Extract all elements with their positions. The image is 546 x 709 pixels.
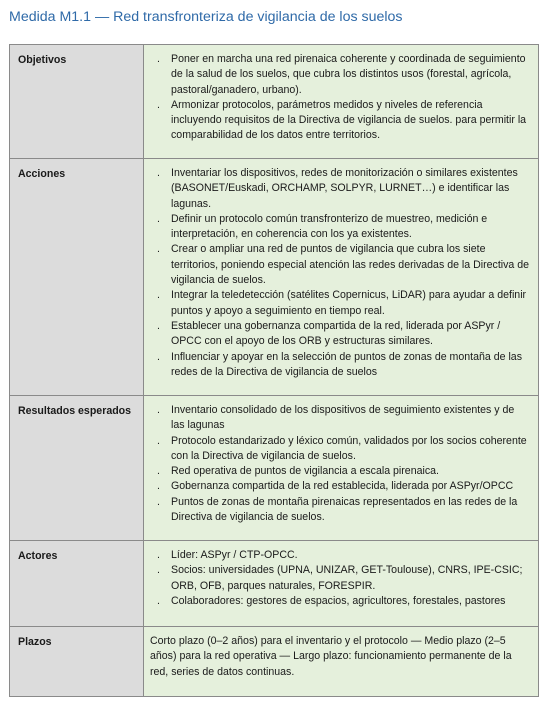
- measure-title: Medida M1.1 — Red transfronteriza de vigilancia de los suelos: [9, 9, 403, 25]
- list-item: . Protocolo estandarizado y léxico común, validados por los socios coherente con la Directiva de vigilancia de suelos.: [150, 434, 530, 465]
- list-item: . Líder: ASPyr / CTP-OPCC.: [150, 548, 530, 563]
- row-acciones: [10, 159, 539, 396]
- row-content: [144, 627, 539, 697]
- row-objetivos: [10, 45, 539, 159]
- list-item: . Inventariar los dispositivos, redes de monitorización o similares existentes (BASONET/Euskadi, ORCHAMP, SOLPYR, LURNET…) e identificar las lagunas.: [150, 166, 530, 212]
- row-label: Actores: [10, 541, 144, 627]
- row-actores: [10, 541, 539, 627]
- row-plazos: [10, 627, 539, 697]
- list-item: . Inventario consolidado de los dispositivos de seguimiento existentes y de las lagunas: [150, 403, 530, 434]
- list-item: . Colaboradores: gestores de espacios, agricultores, forestales, pastores: [150, 594, 530, 609]
- row-content: [144, 45, 539, 159]
- list-item: . Gobernanza compartida de la red establecida, liderada por ASPyr/OPCC: [150, 479, 530, 494]
- row-content: [144, 541, 539, 627]
- row-label: Acciones: [10, 159, 144, 396]
- list-item: . Socios: universidades (UPNA, UNIZAR, GET-Toulouse), CNRS, IPE-CSIC; ORB, OFB, parques naturales, FORESPIR.: [150, 563, 530, 594]
- row-resultados: [10, 396, 539, 541]
- list-item: . Establecer una gobernanza compartida de la red, liderada por ASPyr / OPCC con el apoyo de los ORB y estructuras similares.: [150, 319, 530, 350]
- list-item: . Armonizar protocolos, parámetros medidos y niveles de referencia incluyendo requisitos de la Directiva de vigilancia de suelos. para permitir la comparabilidad de los datos entre territorios.: [150, 98, 530, 144]
- row-content: [144, 159, 539, 396]
- measure-table: [9, 44, 539, 697]
- list-item: . Influenciar y apoyar en la selección de puntos de zonas de montaña de las redes de la Directiva de vigilancia de suelos: [150, 350, 530, 381]
- row-label: Plazos: [10, 627, 144, 697]
- row-label: Resultados esperados: [10, 396, 144, 541]
- list-item: . Puntos de zonas de montaña pirenaicas representados en las redes de la Directiva de vigilancia de suelos.: [150, 495, 530, 526]
- list-item: . Definir un protocolo común transfronterizo de muestreo, medición e interpretación, en coherencia con los ya existentes.: [150, 212, 530, 243]
- list-item: . Crear o ampliar una red de puntos de vigilancia que cubra los siete territorios, poniendo especial atención las redes derivadas de la Directiva de vigilancia de suelos.: [150, 242, 530, 288]
- row-label: Objetivos: [10, 45, 144, 159]
- list-item: . Red operativa de puntos de vigilancia a escala pirenaica.: [150, 464, 530, 479]
- row-content: [144, 396, 539, 541]
- plazos-text: Corto plazo (0–2 años) para el inventario y el protocolo — Medio plazo (2–5 años) para la red operativa — Largo plazo: funcionamiento permanente de la red, series de datos continuas.: [150, 635, 512, 678]
- list-item: . Integrar la teledetección (satélites Copernicus, LiDAR) para ayudar a definir puntos y apoyo a seguimiento en tiempo real.: [150, 288, 530, 319]
- list-item: . Poner en marcha una red pirenaica coherente y coordinada de seguimiento de la salud de los suelos, que cubra los distintos usos (forestal, agrícola, pastoral/ganadero, urbano).: [150, 52, 530, 98]
